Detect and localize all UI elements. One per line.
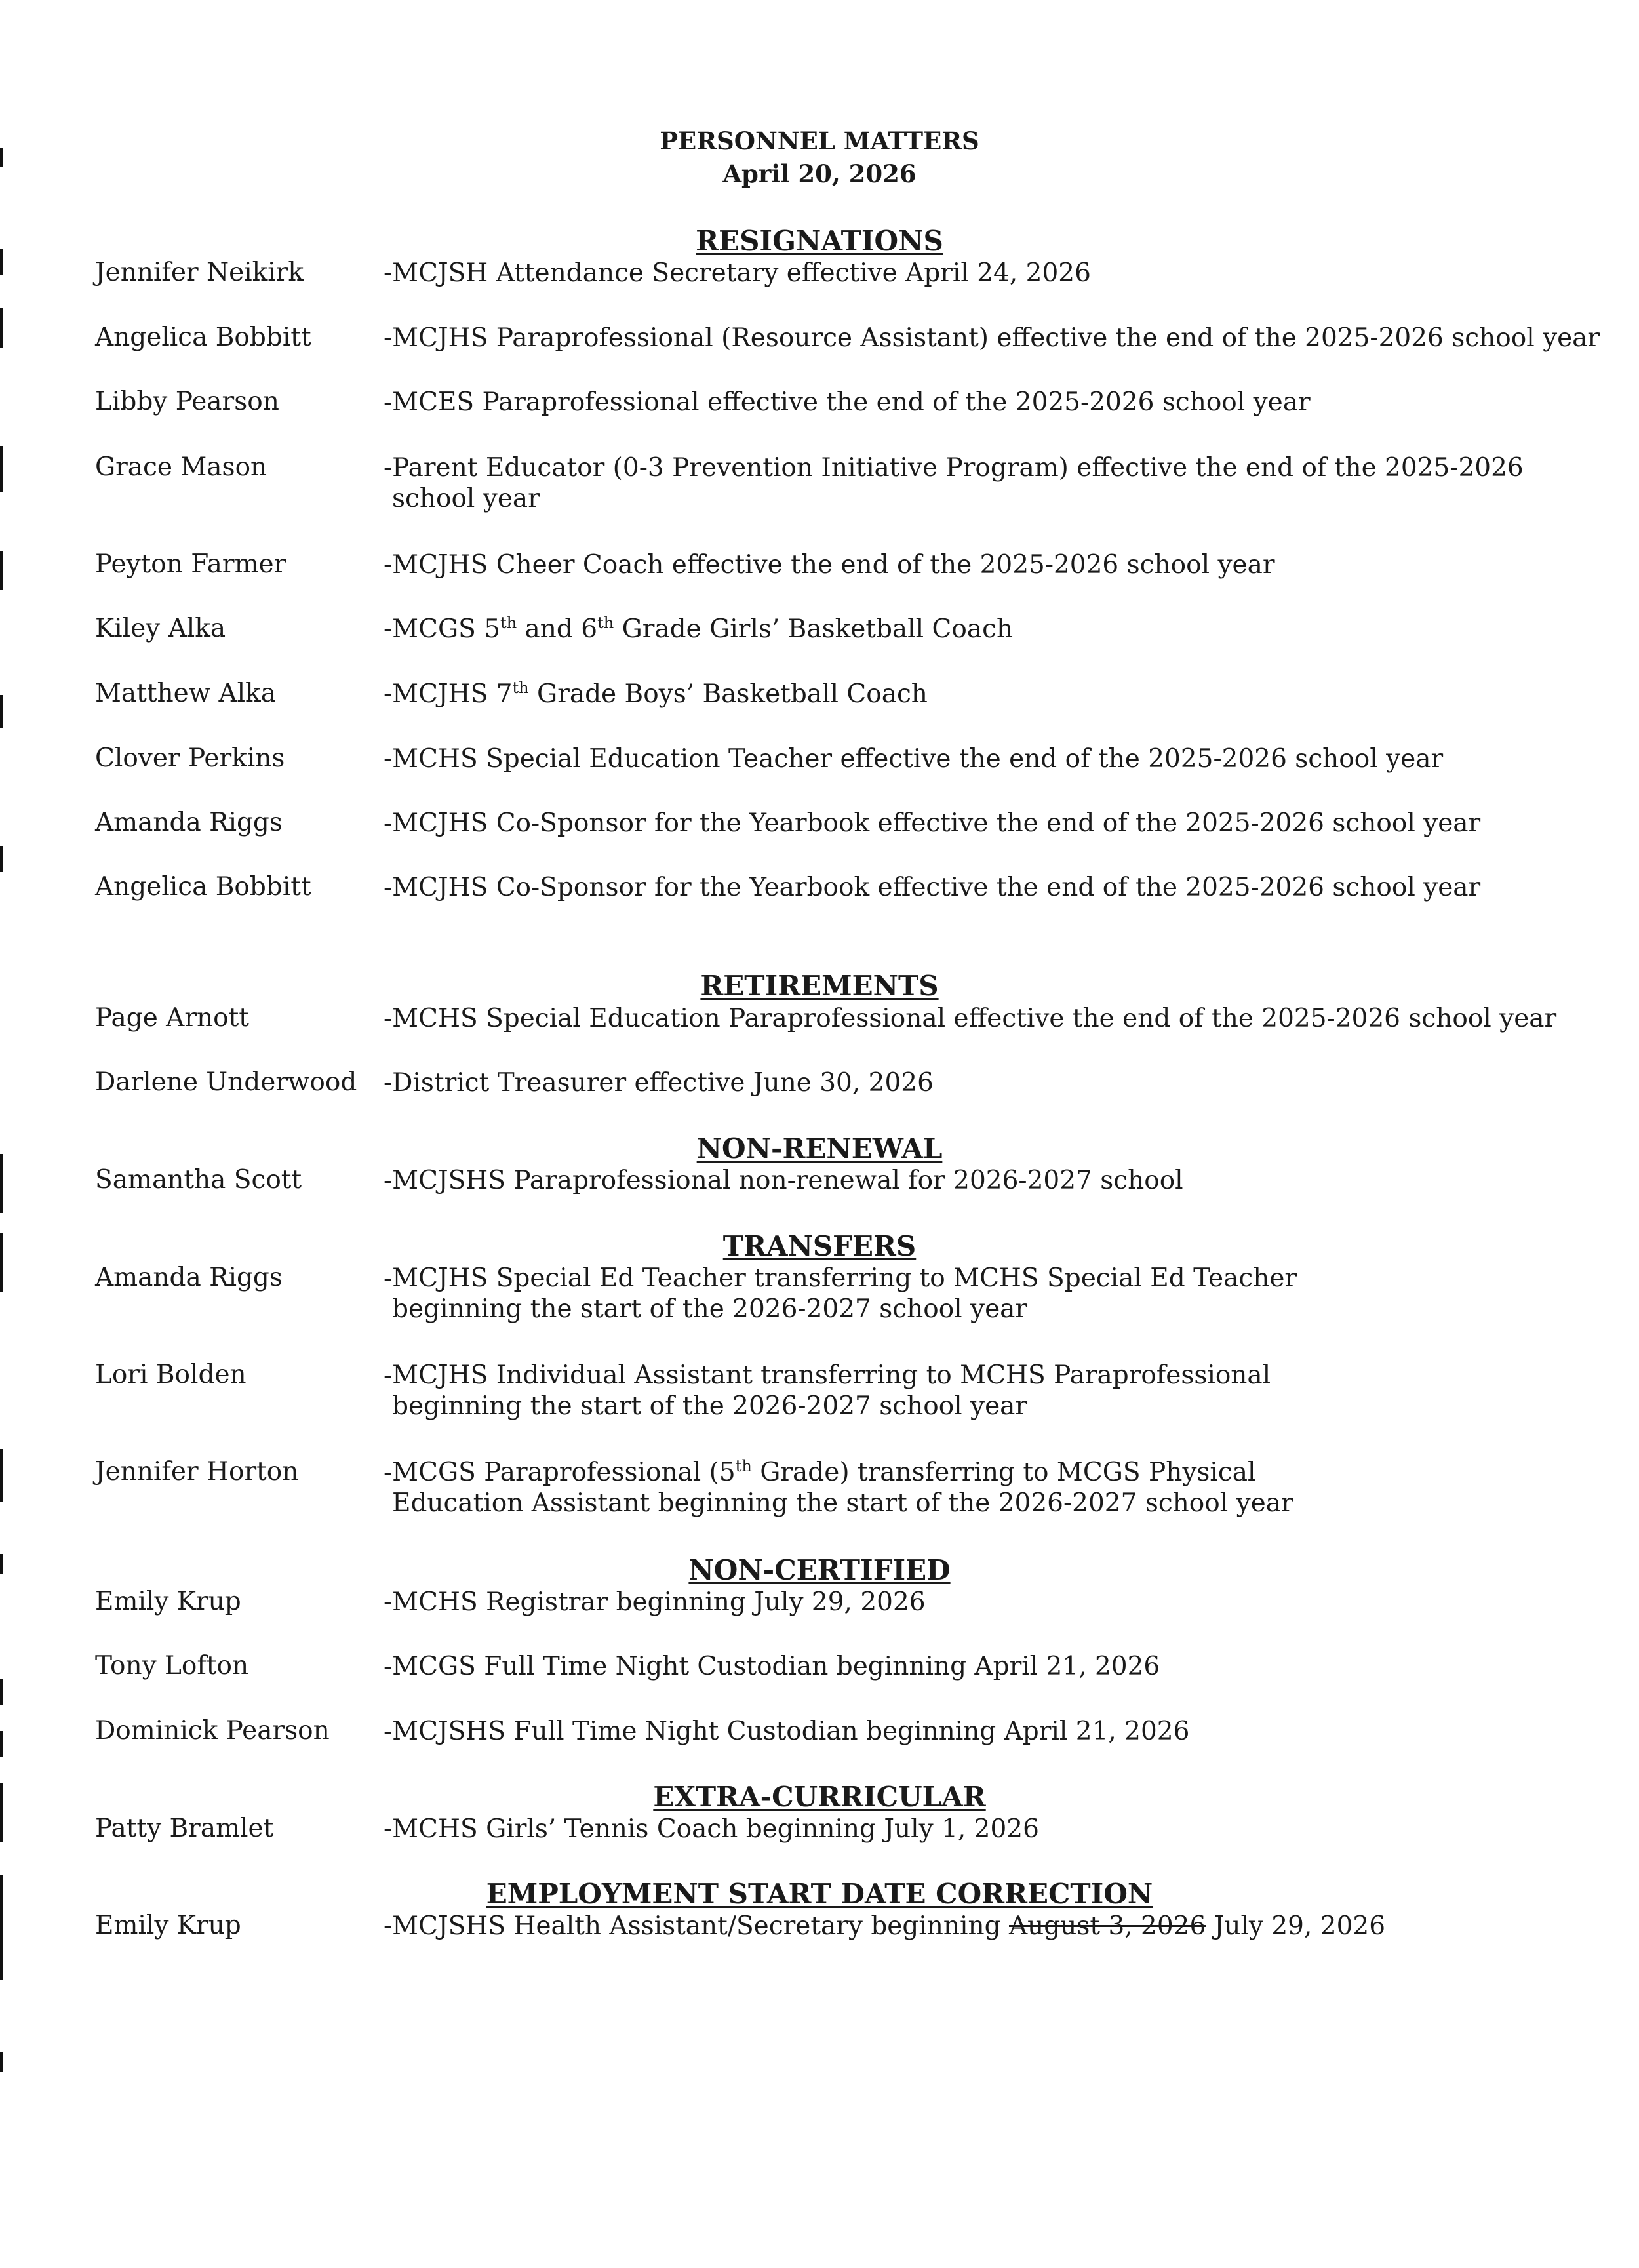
entry-description: -MCJHS 7th Grade Boys’ Basketball Coach — [384, 679, 928, 709]
entry-description: -MCJSHS Paraprofessional non-renewal for 2026-2027 school — [384, 1166, 1183, 1195]
entry-name: Kiley Alka — [95, 614, 226, 643]
entry-name: Amanda Riggs — [95, 1263, 283, 1292]
entry-name: Patty Bramlet — [95, 1814, 274, 1843]
section-heading-transfers: TRANSFERS — [722, 1230, 917, 1262]
entry-description: -MCHS Registrar beginning July 29, 2026 — [384, 1587, 926, 1617]
entry-description: -MCJHS Special Ed Teacher transferring to MCHS Special Ed Teacher beginning the start of the 2026-2027 school year — [384, 1263, 1297, 1324]
scan-edge-mark — [0, 846, 3, 872]
page-title: PERSONNEL MATTERS — [660, 127, 979, 155]
entry-name: Peyton Farmer — [95, 549, 286, 579]
scan-edge-mark — [0, 551, 3, 590]
entry-description: -MCJHS Co-Sponsor for the Yearbook effective the end of the 2025-2026 school year — [384, 873, 1481, 902]
section-heading-start-date-correction: EMPLOYMENT START DATE CORRECTION — [486, 1878, 1153, 1910]
entry-name: Lori Bolden — [95, 1360, 247, 1389]
scan-edge-mark — [0, 446, 3, 492]
entry-description: -MCJHS Individual Assistant transferring to MCHS Paraprofessional beginning the start of the 2026-2027 school year — [384, 1361, 1271, 1421]
entry-name: Dominick Pearson — [95, 1716, 330, 1745]
section-heading-non-certified: NON-CERTIFIED — [688, 1554, 951, 1586]
entry-description: -Parent Educator (0-3 Prevention Initiative Program) effective the end of the 2025-2026 school year — [384, 453, 1524, 513]
struck-date: August 3, 2026 — [1009, 1911, 1206, 1941]
entry-name: Jennifer Neikirk — [95, 258, 304, 287]
entry-name: Clover Perkins — [95, 744, 285, 773]
entry-name: Emily Krup — [95, 1911, 241, 1940]
entry-description: -MCJHS Co-Sponsor for the Yearbook effective the end of the 2025-2026 school year — [384, 808, 1481, 838]
entry-description: -District Treasurer effective June 30, 2026 — [384, 1068, 934, 1098]
entry-description: -MCHS Girls’ Tennis Coach beginning July 1, 2026 — [384, 1814, 1039, 1844]
entry-name: Libby Pearson — [95, 387, 279, 416]
entry-description: -MCJHS Paraprofessional (Resource Assistant) effective the end of the 2025-2026 school year — [384, 323, 1600, 353]
section-heading-non-renewal: NON-RENEWAL — [696, 1132, 943, 1164]
scan-edge-mark — [0, 1449, 3, 1502]
entry-description: -MCGS 5th and 6th Grade Girls’ Basketball Coach — [384, 614, 1014, 644]
entry-name: Angelica Bobbitt — [95, 323, 311, 352]
scan-edge-mark — [0, 308, 3, 348]
entry-description: -MCES Paraprofessional effective the end of the 2025-2026 school year — [384, 388, 1311, 417]
section-heading-resignations: RESIGNATIONS — [696, 225, 943, 257]
entry-name: Samantha Scott — [95, 1165, 302, 1195]
section-heading-retirements: RETIREMENTS — [700, 970, 939, 1002]
entry-description: -MCJSHS Health Assistant/Secretary beginning August 3, 2026 July 29, 2026 — [384, 1911, 1386, 1941]
scan-edge-mark — [0, 1731, 3, 1757]
entry-name: Emily Krup — [95, 1587, 241, 1616]
entry-description: -MCGS Full Time Night Custodian beginning April 21, 2026 — [384, 1652, 1160, 1681]
entry-name: Darlene Underwood — [95, 1067, 357, 1097]
entry-name: Tony Lofton — [95, 1651, 249, 1681]
entry-description: -MCJSH Attendance Secretary effective April 24, 2026 — [384, 258, 1091, 288]
entry-description: -MCJHS Cheer Coach effective the end of the 2025-2026 school year — [384, 550, 1275, 580]
entry-description: -MCHS Special Education Paraprofessional effective the end of the 2025-2026 school year — [384, 1004, 1557, 1033]
entry-description: -MCJSHS Full Time Night Custodian beginning April 21, 2026 — [384, 1717, 1190, 1746]
entry-name: Angelica Bobbitt — [95, 872, 311, 902]
scan-edge-mark — [0, 2052, 3, 2072]
entry-name: Page Arnott — [95, 1003, 249, 1033]
entry-description: -MCGS Paraprofessional (5th Grade) transferring to MCGS Physical Education Assistant beginning the start of the 2026-2027 school year — [384, 1457, 1293, 1518]
entry-description: -MCHS Special Education Teacher effective the end of the 2025-2026 school year — [384, 744, 1444, 774]
entry-name: Matthew Alka — [95, 679, 277, 708]
scan-edge-mark — [0, 695, 3, 728]
scan-edge-mark — [0, 1679, 3, 1705]
section-heading-extra-curricular: EXTRA-CURRICULAR — [653, 1781, 986, 1813]
entry-name: Jennifer Horton — [95, 1457, 299, 1486]
entry-name: Amanda Riggs — [95, 808, 283, 837]
entry-name: Grace Mason — [95, 452, 267, 482]
page-date: April 20, 2026 — [722, 159, 917, 188]
